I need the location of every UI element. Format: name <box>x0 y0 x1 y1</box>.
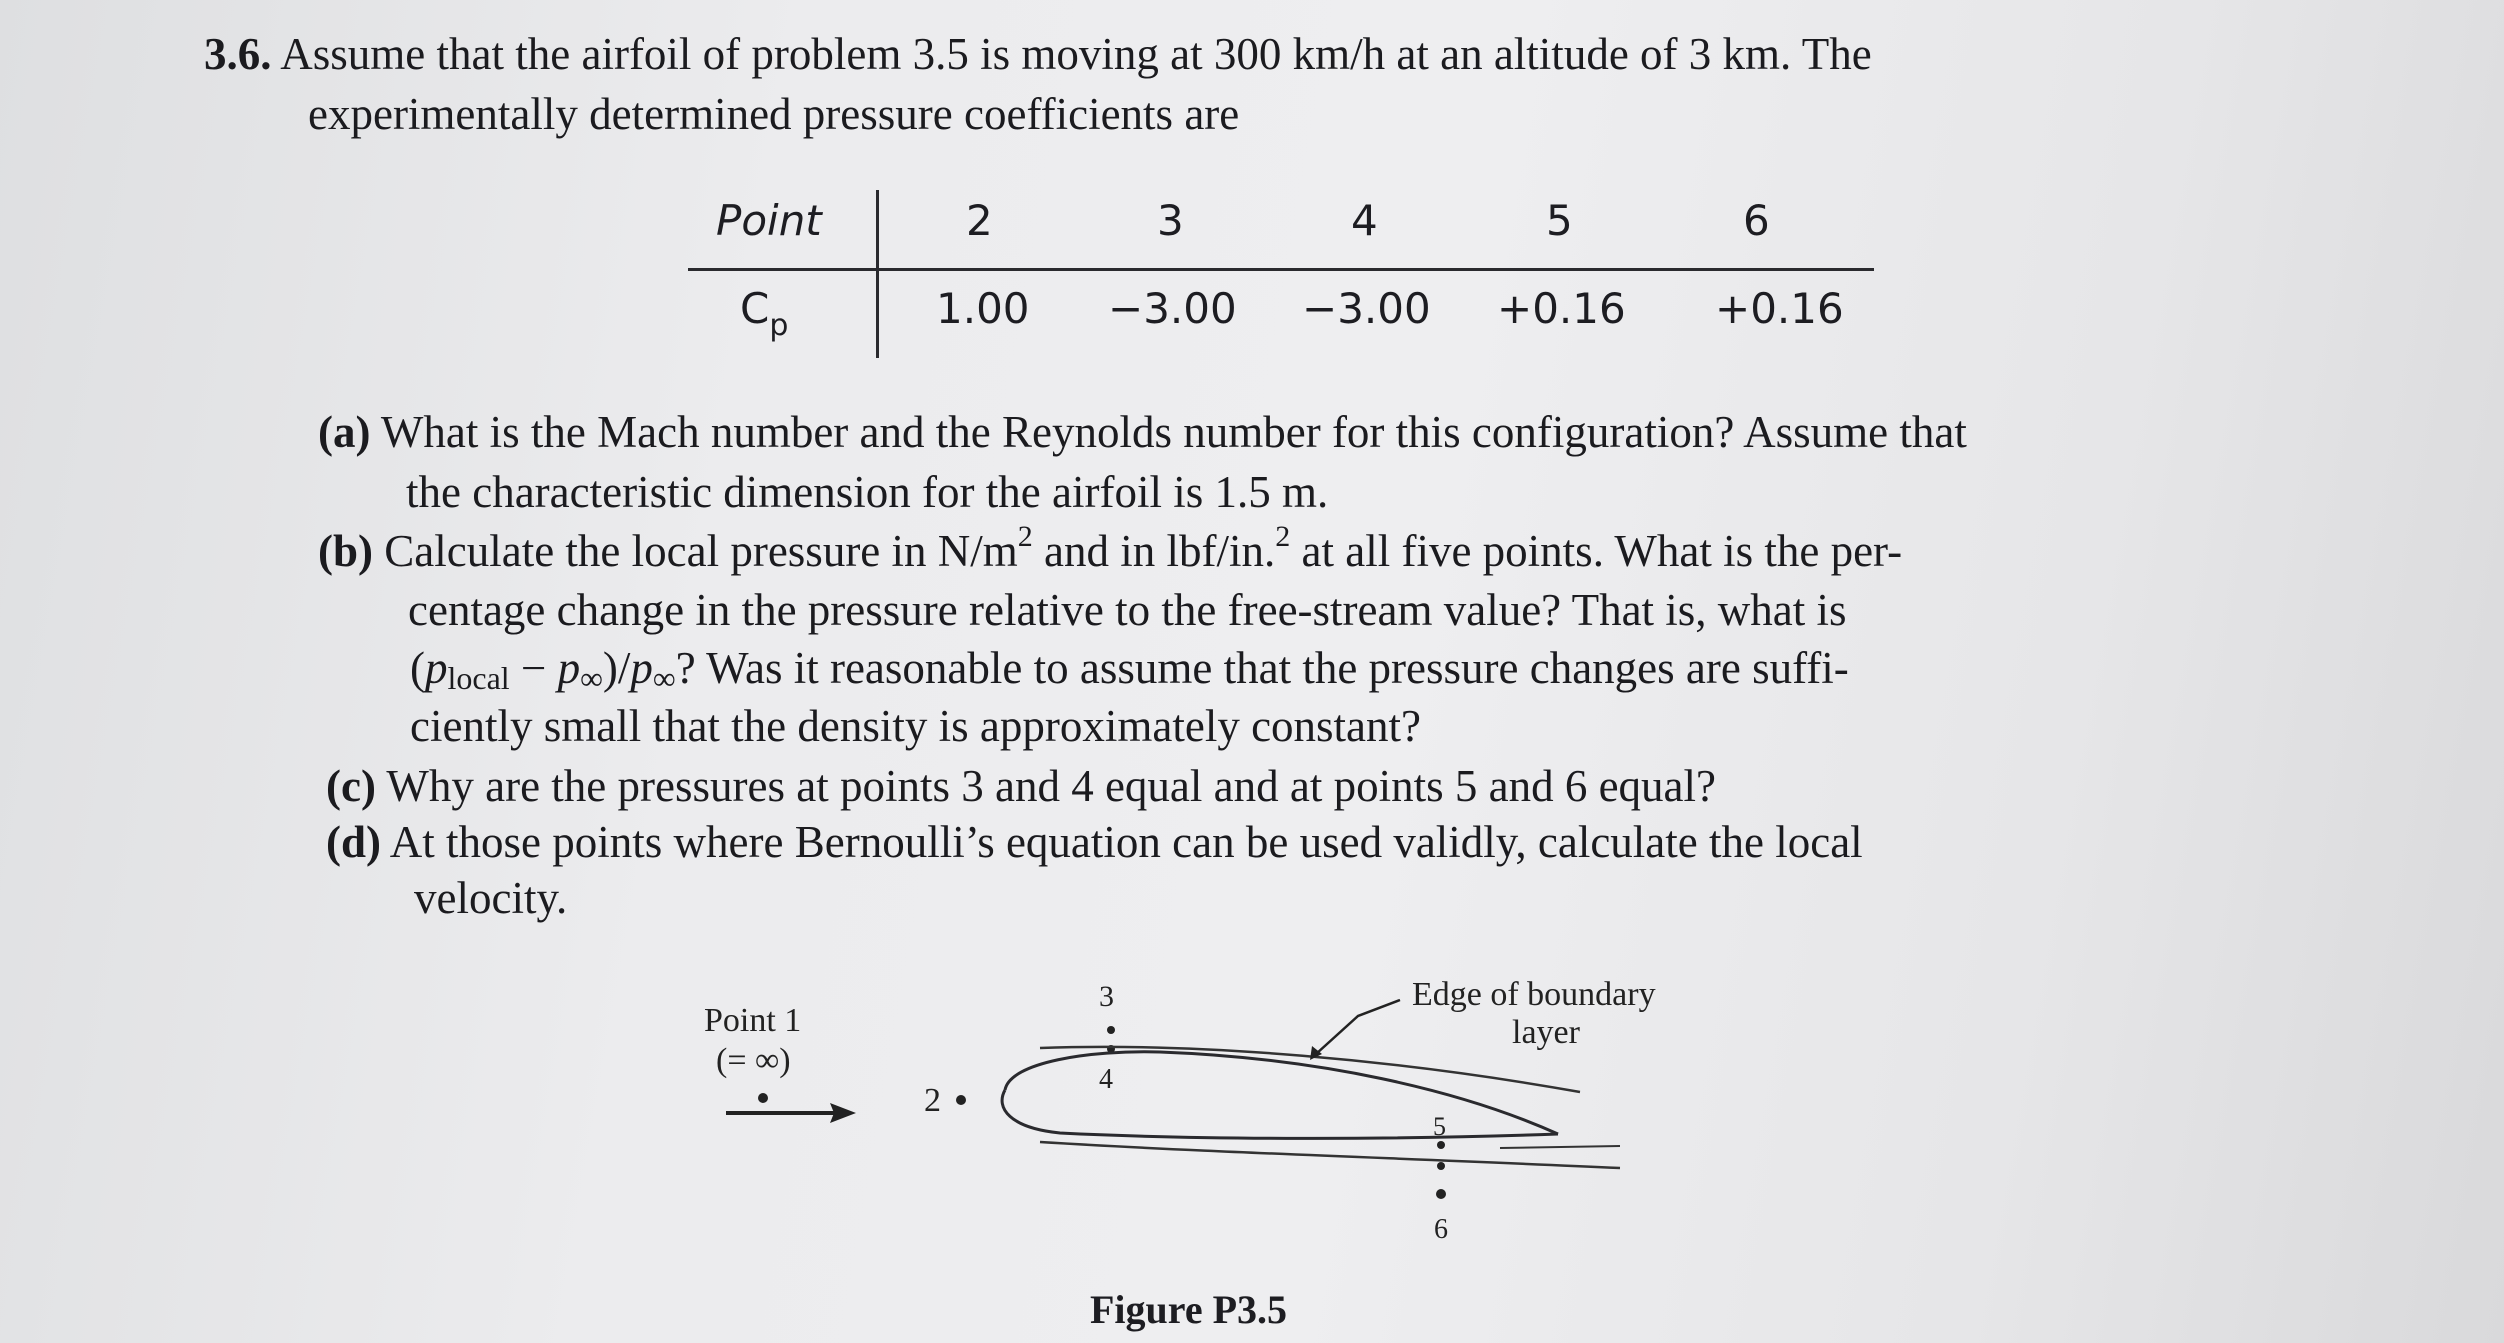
question-a-label: (a) <box>318 407 371 457</box>
figure-point6-label: 6 <box>1434 1214 1448 1245</box>
table-point-cell: 3 <box>1157 196 1184 245</box>
figure-boundary-label-line1: Edge of boundary <box>1412 976 1656 1013</box>
table-header-cp: $C_p$ <box>740 284 789 343</box>
airfoil-lower-surface <box>1002 1090 1558 1138</box>
question-b-line3: (plocal − p∞)/p∞? Was it reasonable to assume that the pressure changes are suffi- <box>410 643 1849 696</box>
question-d-label: (d) <box>326 817 381 867</box>
question-c-label: (c) <box>326 761 376 811</box>
table-point-cell: 5 <box>1546 196 1573 245</box>
question-b-line4: ciently small that the density is approximately constant? <box>410 701 1422 751</box>
question-d-line1: (d) At those points where Bernoulli’s equation can be used validly, calculate the local <box>326 817 1863 867</box>
figure-boundary-label-line2: layer <box>1512 1014 1580 1051</box>
question-b-line2: centage change in the pressure relative to the free-stream value? That is, what is <box>408 585 1847 635</box>
table-cp-cell: +0.16 <box>1497 284 1626 333</box>
question-b-label: (b) <box>318 526 373 576</box>
question-c-line1: (c) Why are the pressures at points 3 and 4 equal and at points 5 and 6 equal? <box>326 761 1716 811</box>
figure-point1-sub: (= ∞) <box>716 1042 791 1079</box>
point2-dot <box>956 1095 966 1105</box>
boundary-layer-lower-edge <box>1040 1142 1620 1168</box>
figure-point3-label: 3 <box>1099 980 1114 1013</box>
boundary-label-leader <box>1316 1000 1400 1054</box>
figure-point2-label: 2 <box>924 1082 941 1119</box>
table-point-cell: 4 <box>1351 196 1378 245</box>
point5-dot <box>1437 1162 1445 1170</box>
point1-dot <box>758 1093 768 1103</box>
figure-caption: Figure P3.5 <box>1090 1287 1288 1332</box>
table-header-point: Point <box>716 196 822 245</box>
problem-stem-text: Assume that the airfoil of problem 3.5 is moving at 300 km/h at an altitude of 3 km. The <box>280 29 1872 79</box>
table-point-cell: 2 <box>966 196 993 245</box>
question-a-line1: (a) What is the Mach number and the Reynolds number for this configuration? Assume that <box>318 407 1967 457</box>
point3-dot <box>1107 1026 1115 1034</box>
problem-number: 3.6. <box>204 29 272 79</box>
question-d-line2: velocity. <box>414 873 568 923</box>
table-point-cell: 6 <box>1743 196 1770 245</box>
figure-point1-label: Point 1 <box>704 1002 802 1039</box>
figure-point5-label: 5 <box>1433 1112 1446 1141</box>
problem-statement-line2: experimentally determined pressure coefficients are <box>308 89 1240 139</box>
table-cp-cell: +0.16 <box>1715 284 1844 333</box>
table-cp-cell: −3.00 <box>1108 284 1237 333</box>
question-b-line1: (b) Calculate the local pressure in $N/m^2$ and in lbf/in.$^2$ at all five points. What is the per- <box>318 520 1903 576</box>
table-cp-cell: 1.00 <box>936 284 1030 333</box>
figure-point4-label: 4 <box>1099 1064 1113 1095</box>
point5-dot <box>1437 1141 1445 1149</box>
table-cp-cell: −3.00 <box>1302 284 1431 333</box>
airfoil-upper-surface <box>1005 1052 1558 1134</box>
question-a-line2: the characteristic dimension for the airfoil is 1.5 m. <box>406 467 1329 517</box>
point6-dot <box>1436 1189 1446 1199</box>
wake-line <box>1500 1146 1620 1148</box>
